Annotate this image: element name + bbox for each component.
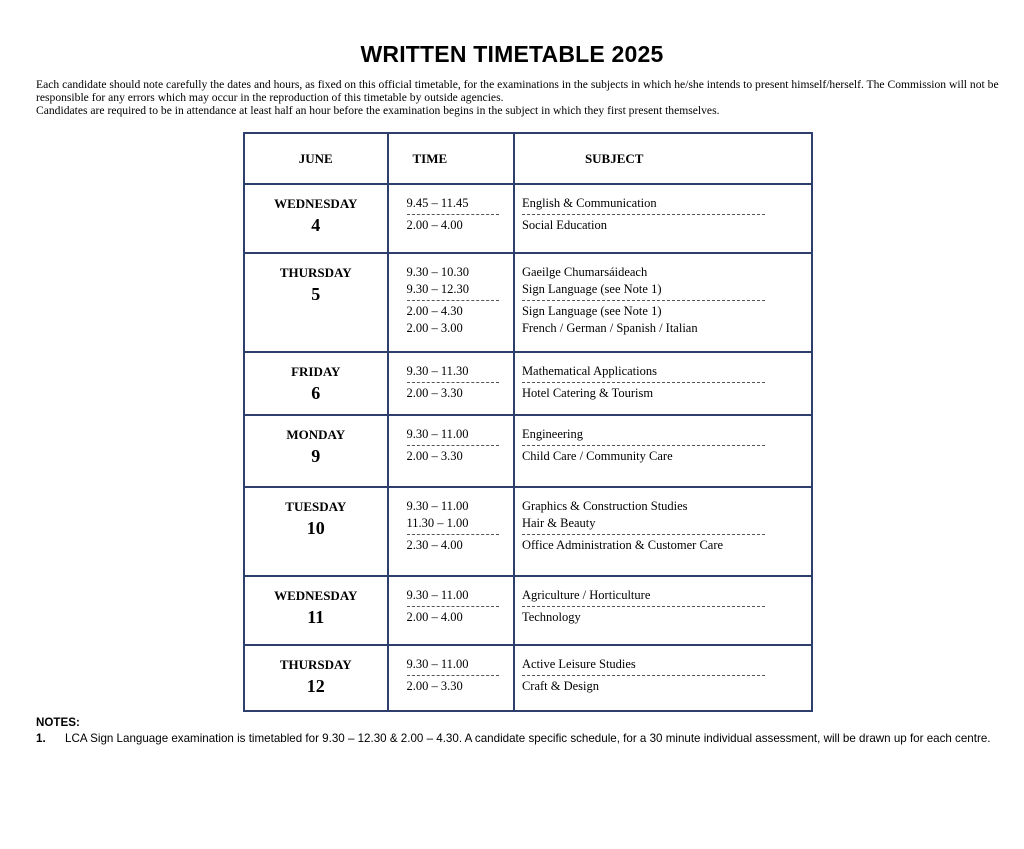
day-date: 5 [311, 284, 321, 305]
time-slot: 9.30 – 11.00 [406, 427, 469, 442]
subject-cell [514, 645, 812, 711]
intro-line-1: Each candidate should note carefully the dates and hours, as fixed on this official timetable, for the examinations in the subjects in which he/she intends to present himself/herself. The Commission will not be responsible for any errors which may occur in the reproduction of this timetable by outside agencies. [36, 78, 999, 104]
table-row [244, 352, 812, 415]
day-cell [244, 352, 388, 415]
day-cell [244, 184, 388, 253]
time-slot: 9.45 – 11.45 [406, 196, 469, 210]
time-cell [388, 645, 514, 711]
time-cell [388, 487, 514, 577]
day-date: 6 [311, 382, 321, 403]
time-slot: 9.30 – 12.30 [406, 282, 469, 297]
table-row [244, 487, 812, 577]
subject-cell [514, 352, 812, 415]
day-name: MONDAY [286, 427, 346, 443]
subject-slot: Child Care / Community Care [521, 449, 673, 464]
time-cell [388, 415, 514, 486]
timetable-body [244, 184, 812, 711]
subject-cell [514, 487, 812, 577]
table-row [244, 253, 812, 352]
subject-slot: Active Leisure Studies [521, 656, 636, 671]
day-cell [244, 487, 388, 577]
header-june: JUNE [244, 133, 388, 184]
time-slot: 2.00 – 4.00 [406, 218, 463, 232]
subject-slot: Office Administration & Customer Care [521, 537, 724, 552]
day-cell [244, 645, 388, 711]
notes-section [36, 715, 1016, 747]
time-slot: 2.00 – 3.30 [406, 449, 463, 464]
day-date: 4 [311, 215, 321, 235]
page-title: WRITTEN TIMETABLE 2025 [360, 41, 664, 67]
subject-slot: Sign Language (see Note 1) [521, 282, 662, 297]
time-slot: 2.00 – 3.30 [406, 678, 463, 693]
note-item [36, 731, 1016, 747]
table-row [244, 184, 812, 253]
subject-slot: Engineering [521, 427, 584, 442]
time-cell [388, 253, 514, 352]
subject-slot: Agriculture / Horticulture [521, 588, 651, 603]
day-name: THURSDAY [279, 265, 352, 281]
time-slot: 2.30 – 4.00 [406, 537, 463, 552]
header-time: TIME [388, 133, 514, 184]
time-slot: 2.00 – 3.30 [406, 385, 463, 400]
timetable-header-row [244, 133, 812, 184]
table-row [244, 576, 812, 644]
subject-cell [514, 415, 812, 486]
table-row [244, 415, 812, 486]
notes-heading: NOTES: [36, 716, 80, 729]
subject-slot: Hotel Catering & Tourism [521, 385, 654, 400]
subject-slot: Social Education [521, 218, 607, 232]
note-text: LCA Sign Language examination is timetabled for 9.30 – 12.30 & 2.00 – 4.30. A candidate specific schedule, for a 30 minute individual assessment, will be drawn up for each centre. [65, 732, 991, 745]
note-number: 1. [36, 732, 46, 745]
day-cell [244, 576, 388, 644]
day-name: WEDNESDAY [274, 588, 358, 604]
subject-cell [514, 184, 812, 253]
intro-text [36, 78, 1011, 117]
subject-slot: Hair & Beauty [521, 515, 596, 530]
day-cell [244, 415, 388, 486]
subject-cell [514, 576, 812, 644]
time-slot: 2.00 – 4.30 [406, 304, 463, 319]
time-slot: 9.30 – 11.00 [406, 498, 469, 513]
subject-slot: Sign Language (see Note 1) [521, 304, 662, 319]
time-cell [388, 184, 514, 253]
subject-slot: Technology [521, 610, 581, 625]
subject-slot: French / German / Spanish / Italian [521, 321, 698, 336]
day-date: 11 [307, 607, 325, 628]
header-subject: SUBJECT [514, 133, 812, 184]
day-date: 10 [306, 517, 325, 538]
intro-line-2: Candidates are required to be in attendance at least half an hour before the examination begins in the subject in which they first present themselves. [36, 104, 720, 117]
time-slot: 11.30 – 1.00 [406, 515, 469, 530]
day-name: TUESDAY [285, 498, 347, 514]
time-slot: 9.30 – 11.30 [406, 363, 469, 378]
time-slot: 2.00 – 4.00 [406, 610, 463, 625]
timetable [243, 132, 813, 712]
subject-slot: Graphics & Construction Studies [521, 498, 688, 513]
time-slot: 9.30 – 11.00 [406, 588, 469, 603]
time-slot: 2.00 – 3.00 [406, 321, 463, 336]
subject-cell [514, 253, 812, 352]
day-cell [244, 253, 388, 352]
time-cell [388, 352, 514, 415]
day-name: FRIDAY [291, 363, 341, 379]
day-name: THURSDAY [279, 656, 352, 672]
subject-slot: English & Communication [521, 196, 657, 210]
table-row [244, 645, 812, 711]
time-slot: 9.30 – 10.30 [406, 265, 469, 280]
day-date: 12 [306, 675, 325, 696]
time-cell [388, 576, 514, 644]
subject-slot: Craft & Design [521, 678, 600, 693]
subject-slot: Gaeilge Chumarsáideach [521, 265, 648, 280]
time-slot: 9.30 – 11.00 [406, 656, 469, 671]
day-name: WEDNESDAY [274, 196, 358, 211]
subject-slot: Mathematical Applications [521, 363, 657, 378]
day-date: 9 [311, 446, 321, 467]
